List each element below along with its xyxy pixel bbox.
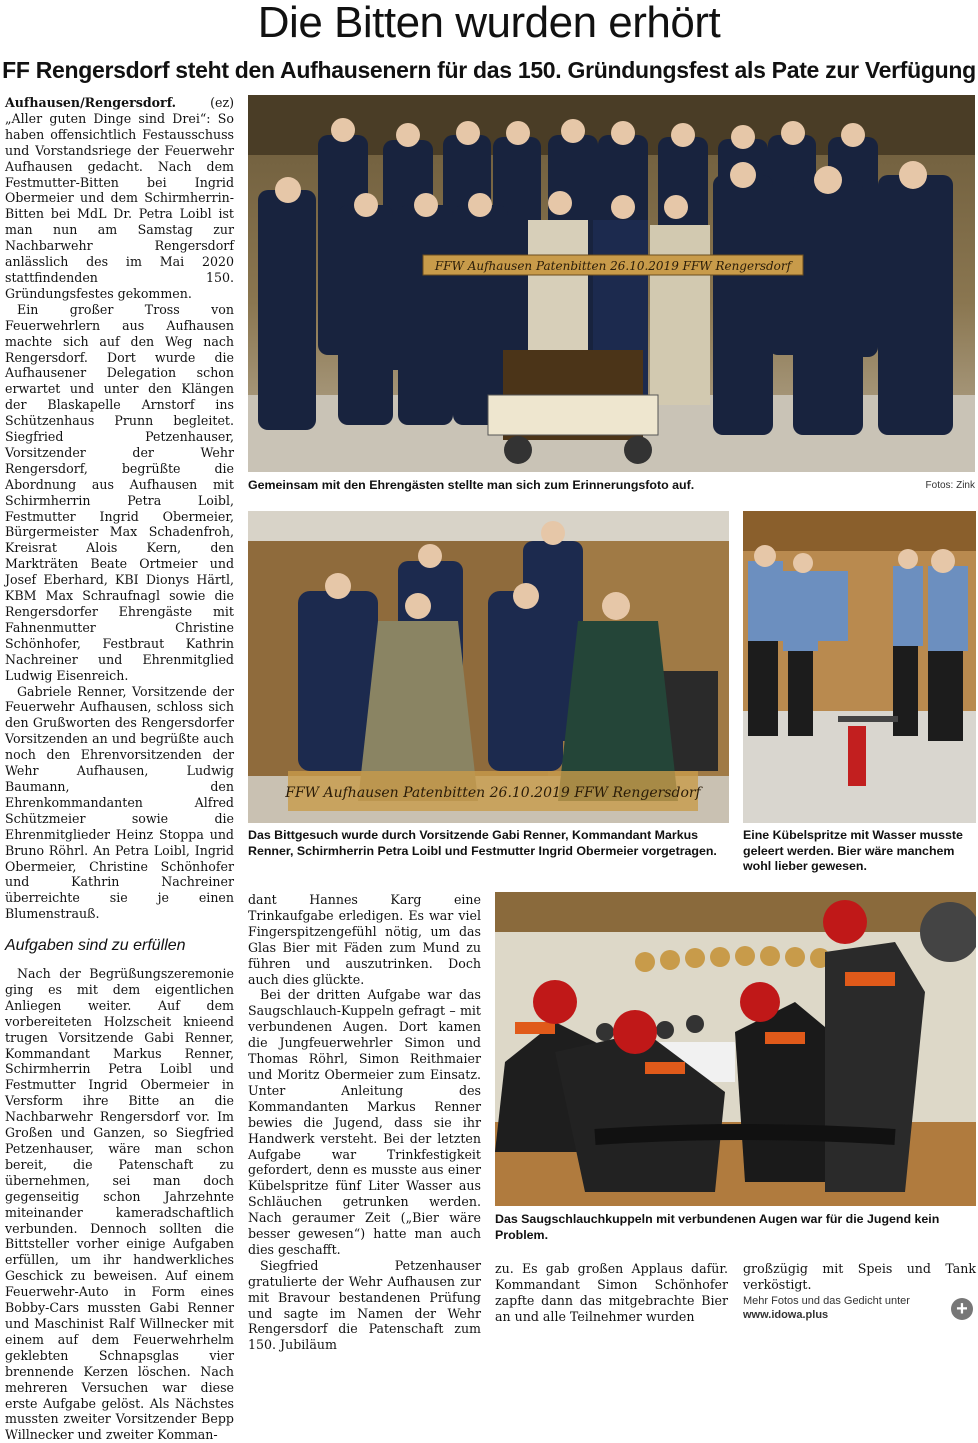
paragraph: großzügig mit Speis und Tank verköstigt.	[743, 1261, 976, 1292]
paragraph: zu. Es gab großen Applaus dafür. Kommandant Simon Schönhofer zapfte dann das mitgebrachte Bier an und alle Teilnehmer wurden	[495, 1261, 728, 1324]
paragraph: Siegfried Petzenhauser gratulierte der Wehr Aufhausen zur mit Bravour bestandenen Prüfung und sagte im Namen der Wehr Rengersdorf die Patenschaft zum 150. Jubiläum	[248, 1257, 481, 1353]
bucket-pump-photo	[743, 511, 976, 823]
group-photo	[248, 95, 975, 472]
photo2-caption: Das Bittgesuch wurde durch Vorsitzende Gabi Renner, Kommandant Markus Renner, Schirmherrin Petra Loibl und Festmutter Ingrid Obermeier vorgetragen.	[248, 828, 717, 858]
paragraph: Gabriele Renner, Vorsitzende der Feuerwehr Aufhausen, schloss sich den Grußworten des Rengersdorfer Vorsitzenden an und begrüßte auch noch den Ehrenvorsitzenden der Wehr Aufhausen, Ludwig Baumann, den Ehrenkommandanten Alfred Schützmeier sowie die Ehrenmitglieder Heinz Stoppa und Bruno Röhrl. An Petra Loibl, Ingrid Obermeier, Christine Schönhofer und Kathrin Nachreiner überreichte sie je einen Blumenstrauß.	[5, 683, 234, 922]
paragraph: dant Hannes Karg eine Trinkaufgabe erledigen. Es war viel Fingerspitzengefühl nötig, um das Glas Bier mit Fäden zum Mund zu führen und auszutrinken. Doch auch dies glückte.	[248, 892, 481, 987]
more-online-note	[743, 1294, 943, 1322]
intertitle: Aufgaben sind zu erfüllen	[5, 937, 186, 955]
paragraph: Bei der dritten Aufgabe war das Saugschlauch-Kuppeln gefragt – mit verbundenen Augen. Dort kamen die Jungfeuerwehrler Simon und Thomas Röhrl, Simon Reithmaier und Moritz Obermeier zum Einsatz. Unter Anleitung des Kommandanten Markus Renner bewies die Jugend, dass sie ihr Handwerk versteht. Bei der letzten Aufgabe war Trinkfestigkeit gefordert, denn es musste aus einer Kübelspritze fünf Liter Wasser aus Schläuchen getrunken werden. Nach geraumer Zeit („Bier wäre besser gewesen“) hatte man auch dies geschafft.	[248, 987, 481, 1257]
plus-icon[interactable]: +	[951, 1298, 973, 1320]
paragraph: Nach der Begrüßungszeremonie ging es mit dem eigentlichen Anliegen weiter. Auf dem vorbereiteten Holzscheit knieend trugen Vorsitzende Gabi Renner, Kommandant Markus Renner, Schirmherrin Petra Loibl und Festmutter Ingrid Obermeier in Versform ihre Bitte an die Nachbarwehr Rengersdorf vor. Im Großen und Ganzen, so Siegfried Petzenhauser, wäre man schon bereit, die Patenschaft zu übernehmen, sei man doch gegenseitig schon Jahrzehnte miteinander kameradschaftlich verbunden. Dennoch sollten die Bittsteller vorher einige Aufgaben erfüllen, um ihr handwerkliches Geschick zu beweisen. Auf einem Feuerwehr-Auto in Form eines Bobby-Cars mussten Gabi Renner und Maschinist Ralf Willnecker mit einem auf dem Feuerwehrhelm geklebten Schnapsglas vier brennende Kerzen löschen. Nach mehreren Versuchen war diese erste Aufgabe gelöst. Als Nächstes mussten zweiter Vorsitzender Bepp Willnecker und zweiter Komman-	[5, 966, 234, 1443]
group-photo-banner: FFW Aufhausen Patenbitten 26.10.2019 FFW Rengersdorf	[434, 259, 792, 273]
photo3-caption: Eine Kübelspritze mit Wasser musste geleert werden. Bier wäre manchem wohl lieber gewesen.	[743, 828, 963, 873]
headline: Die Bitten wurden erhört	[257, 0, 721, 47]
photo-credit: Fotos: Zink	[925, 480, 975, 491]
paragraph: Ein großer Tross von Feuerwehrlern aus Aufhausen machte sich auf den Weg nach Rengersdorf. Dort wurde die Aufhausener Delegation schon erwartet und unter den Klängen der Blaskapelle Arnstorf ins Schützenhaus Prunn begleitet. Siegfried Petzenhauser, Vorsitzender der Wehr Rengersdorf, begrüßte die Abordnung aus Aufhausen mit Schirmherrin Petra Loibl, Festmutter Ingrid Obermeier, Bürgermeister Max Schadenfroh, Kreisrat Alois Kern, den Markträten Beate Ortmeier und Josef Eberhard, KBI Dionys Härtl, KBM Max Schraufnagl sowie die Rengersdorfer Ehrengäste mit Fahnenmutter Christine Schönhofer, Festbraut Kathrin Nachreiner und Ehrenmitglied Ludwig Eisenreich.	[5, 301, 234, 683]
photo4-caption: Das Saugschlauchkuppeln mit verbundenen Augen war für die Jugend kein Problem.	[495, 1212, 940, 1242]
article-column-3	[495, 1261, 728, 1325]
more-online-link[interactable]: www.idowa.plus	[743, 1309, 829, 1321]
subheadline: FF Rengersdorf steht den Aufhausenern für das 150. Gründungsfest als Pate zur Verfügung	[2, 57, 976, 83]
photo1-caption: Gemeinsam mit den Ehrengästen stellte man sich zum Erinnerungsfoto auf.	[248, 478, 695, 492]
petition-photo-banner: FFW Aufhausen Patenbitten 26.10.2019 FFW Rengersdorf	[285, 785, 701, 801]
article-column-1	[5, 95, 234, 1443]
petition-photo	[248, 511, 729, 823]
article-column-2	[248, 892, 481, 1353]
article-column-4	[743, 1261, 976, 1293]
more-online-text: Mehr Fotos und das Gedicht unter	[743, 1295, 910, 1307]
paragraph: Aufhausen/Rengersdorf. (ez) „Aller guten Dinge sind Drei“: So haben offensichtlich Festausschuss und Vorstandsriege der Feuerwehr Aufhausen gedacht. Nach dem Festmutter-Bitten bei Ingrid Obermeier und dem Schirmherrin-Bitten bei MdL Dr. Petra Loibl ist man nun am Samstag zur Nachbarwehr Rengersdorf anlässlich des im Mai 2020 stattfindenden 150. Gründungsfestes gekommen.	[5, 95, 234, 301]
hose-coupling-photo	[495, 892, 976, 1206]
dateline: Aufhausen/Rengersdorf.	[5, 95, 177, 110]
